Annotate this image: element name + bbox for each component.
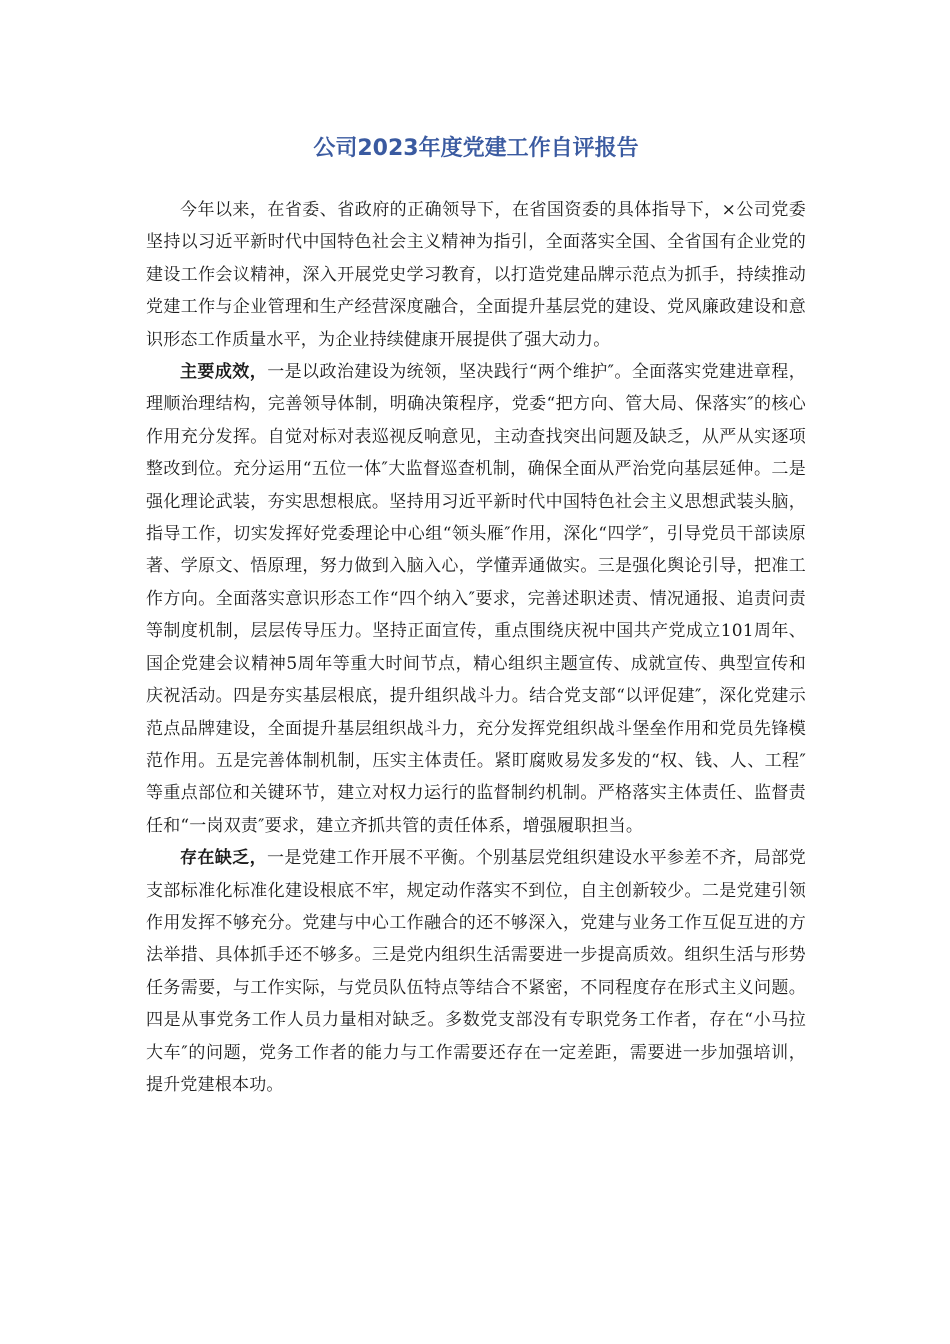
paragraph-achievements	[146, 356, 806, 842]
paragraph-text: 今年以来，在省委、省政府的正确领导下，在省国资委的具体指导下，×公司党委坚持以习近平新时代中国特色社会主义精神为指引，全面落实全国、全省国有企业党的建设工作会议精神，深入开展党史学习教育，以打造党建品牌示范点为抓手，持续推动党建工作与企业管理和生产经营深度融合，全面提升基层党的建设、党风廉政建设和意识形态工作质量水平，为企业持续健康开展提供了强大动力。	[146, 200, 806, 350]
paragraph-intro	[146, 194, 806, 356]
paragraph-lead: 主要成效，	[180, 362, 268, 383]
paragraph-text: 一是党建工作开展不平衡。个别基层党组织建设水平参差不齐，局部党支部标准化标准化建设根底不牢，规定动作落实不到位，自主创新较少。二是党建引领作用发挥不够充分。党建与中心工作融合的还不够深入，党建与业务工作互促互进的方法举措、具体抓手还不够多。三是党内组织生活需要进一步提高质效。组织生活与形势任务需要，与工作实际，与党员队伍特点等结合不紧密，不同程度存在形式主义问题。四是从事党务工作人员力量相对缺乏。多数党支部没有专职党务工作者，存在“小马拉大车″的问题，党务工作者的能力与工作需要还存在一定差距，需要进一步加强培训，提升党建根本功。	[146, 848, 807, 1095]
document-body	[146, 194, 806, 1101]
paragraph-lead: 存在缺乏，	[180, 848, 267, 869]
document-title: 公司2023年度党建工作自评报告	[313, 136, 639, 161]
paragraph-shortcomings	[146, 842, 806, 1101]
paragraph-text: 一是以政治建设为统领，坚决践行“两个维护″。全面落实党建进章程，理顺治理结构，完善领导体制，明确决策程序，党委“把方向、管大局、保落实″的核心作用充分发挥。自觉对标对表巡视反响意见，主动查找突出问题及缺乏，从严从实逐项整改到位。充分运用“五位一体″大监督巡查机制，确保全面从严治党向基层延伸。二是强化理论武装，夯实思想根底。坚持用习近平新时代中国特色社会主义思想武装头脑，指导工作，切实发挥好党委理论中心组“领头雁″作用，深化“四学″，引导党员干部读原著、学原文、悟原理，努力做到入脑入心，学懂弄通做实。三是强化舆论引导，把准工作方向。全面落实意识形态工作“四个纳入″要求，完善述职述责、情况通报、追责问责等制度机制，层层传导压力。坚持正面宣传，重点围绕庆祝中国共产党成立101周年、国企党建会议精神5周年等重大时间节点，精心组织主题宣传、成就宣传、典型宣传和庆祝活动。四是夯实基层根底，提升组织战斗力。结合党支部“以评促建″，深化党建示范点品牌建设，全面提升基层组织战斗力，充分发挥党组织战斗堡垒作用和党员先锋模范作用。五是完善体制机制，压实主体责任。紧盯腐败易发多发的“权、钱、人、工程″等重点部位和关键环节，建立对权力运行的监督制约机制。严格落实主体责任、监督责任和“一岗双责″要求，建立齐抓共管的责任体系，增强履职担当。	[146, 362, 806, 836]
